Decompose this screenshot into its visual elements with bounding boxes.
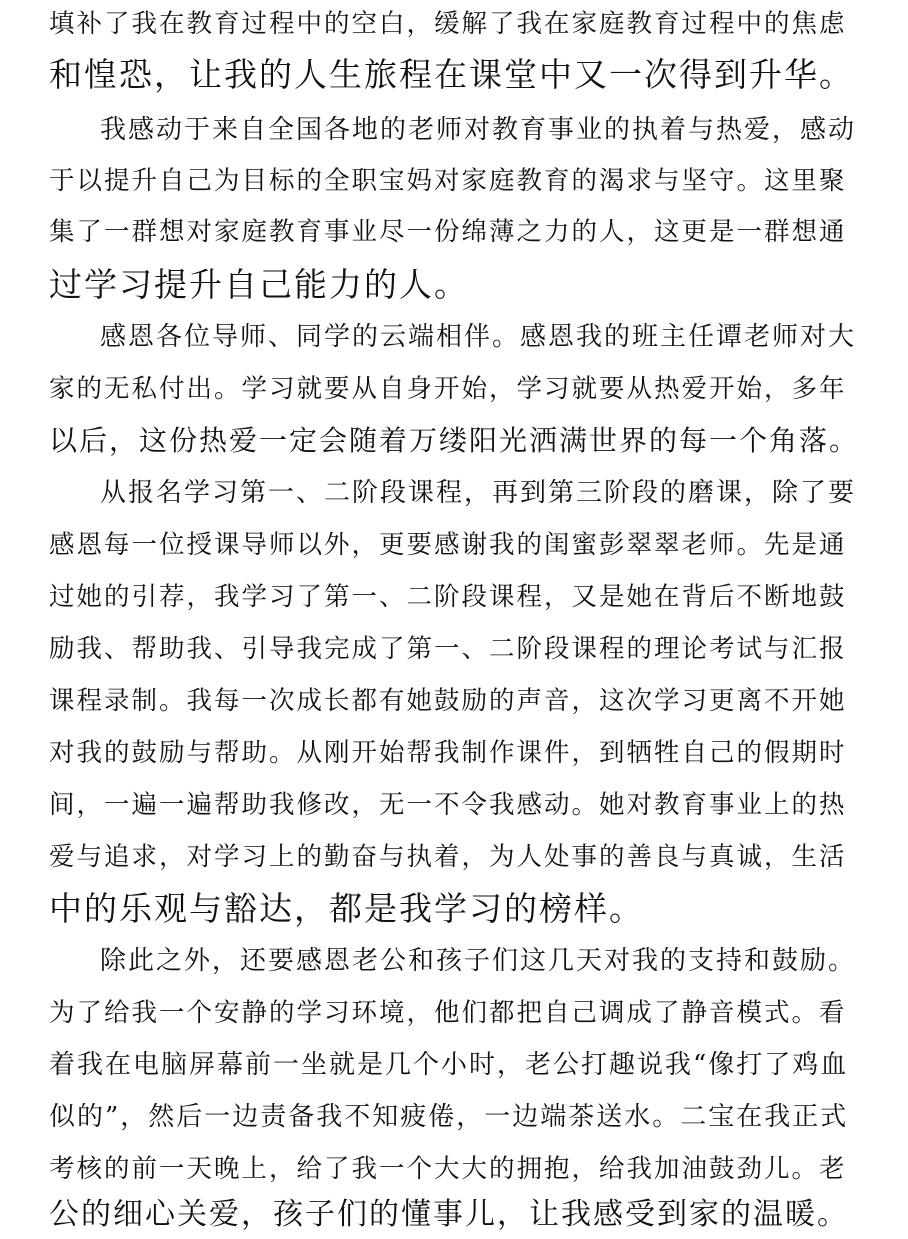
text-line: 间，一遍一遍帮助我修改，无一不令我感动。她对教育事业上的热 <box>49 790 847 820</box>
text-line: 我感动于来自全国各地的老师对教育事业的执着与热爱，感动 <box>100 115 857 145</box>
text-line: 似的”，然后一边责备我不知疲倦，一边端茶送水。二宝在我正式 <box>49 1102 849 1132</box>
text-line: 除此之外，还要感恩老公和孩子们这几天对我的支持和鼓励。 <box>100 946 857 976</box>
text-line: 着我在电脑屏幕前一坐就是几个小时，老公打趣说我“像打了鸡血 <box>49 1050 849 1080</box>
text-line: 过学习提升自己能力的人。 <box>49 265 469 304</box>
text-line: 家的无私付出。学习就要从自身开始，学习就要从热爱开始，多年 <box>49 374 847 404</box>
text-line: 于以提升自己为目标的全职宝妈对家庭教育的渴求与坚守。这里聚 <box>49 166 847 196</box>
text-line: 感恩每一位授课导师以外，更要感谢我的闺蜜彭翠翠老师。先是通 <box>49 530 847 560</box>
text-line: 和惶恐，让我的人生旅程在课堂中又一次得到升华。 <box>49 55 854 94</box>
text-line: 为了给我一个安静的学习环境，他们都把自己调成了静音模式。看 <box>49 998 847 1028</box>
text-line: 考核的前一天晚上，给了我一个大大的拥抱，给我加油鼓劲儿。老 <box>49 1154 847 1184</box>
text-line: 励我、帮助我、引导我完成了第一、二阶段课程的理论考试与汇报 <box>49 634 847 664</box>
text-line: 填补了我在教育过程中的空白，缓解了我在家庭教育过程中的焦虑 <box>49 9 847 39</box>
text-line: 以后，这份热爱一定会随着万缕阳光洒满世界的每一个角落。 <box>49 424 860 457</box>
text-line: 集了一群想对家庭教育事业尽一份绵薄之力的人，这更是一群想通 <box>49 217 847 247</box>
text-line: 从报名学习第一、二阶段课程，再到第三阶段的磨课，除了要 <box>100 478 857 508</box>
text-line: 爱与追求，对学习上的勤奋与执着，为人处事的善良与真诚，生活 <box>49 842 847 872</box>
text-line: 过她的引荐，我学习了第一、二阶段课程，又是她在背后不断地鼓 <box>49 582 847 612</box>
text-line: 中的乐观与豁达，都是我学习的榜样。 <box>49 889 644 928</box>
text-line: 感恩各位导师、同学的云端相伴。感恩我的班主任谭老师对大 <box>100 322 857 352</box>
text-line: 对我的鼓励与帮助。从刚开始帮我制作课件，到牺牲自己的假期时 <box>49 738 847 768</box>
text-line: 课程录制。我每一次成长都有她鼓励的声音，这次学习更离不开她 <box>49 686 847 716</box>
text-line: 公的细心关爱，孩子们的懂事儿，让我感受到家的温暖。 <box>49 1197 849 1232</box>
